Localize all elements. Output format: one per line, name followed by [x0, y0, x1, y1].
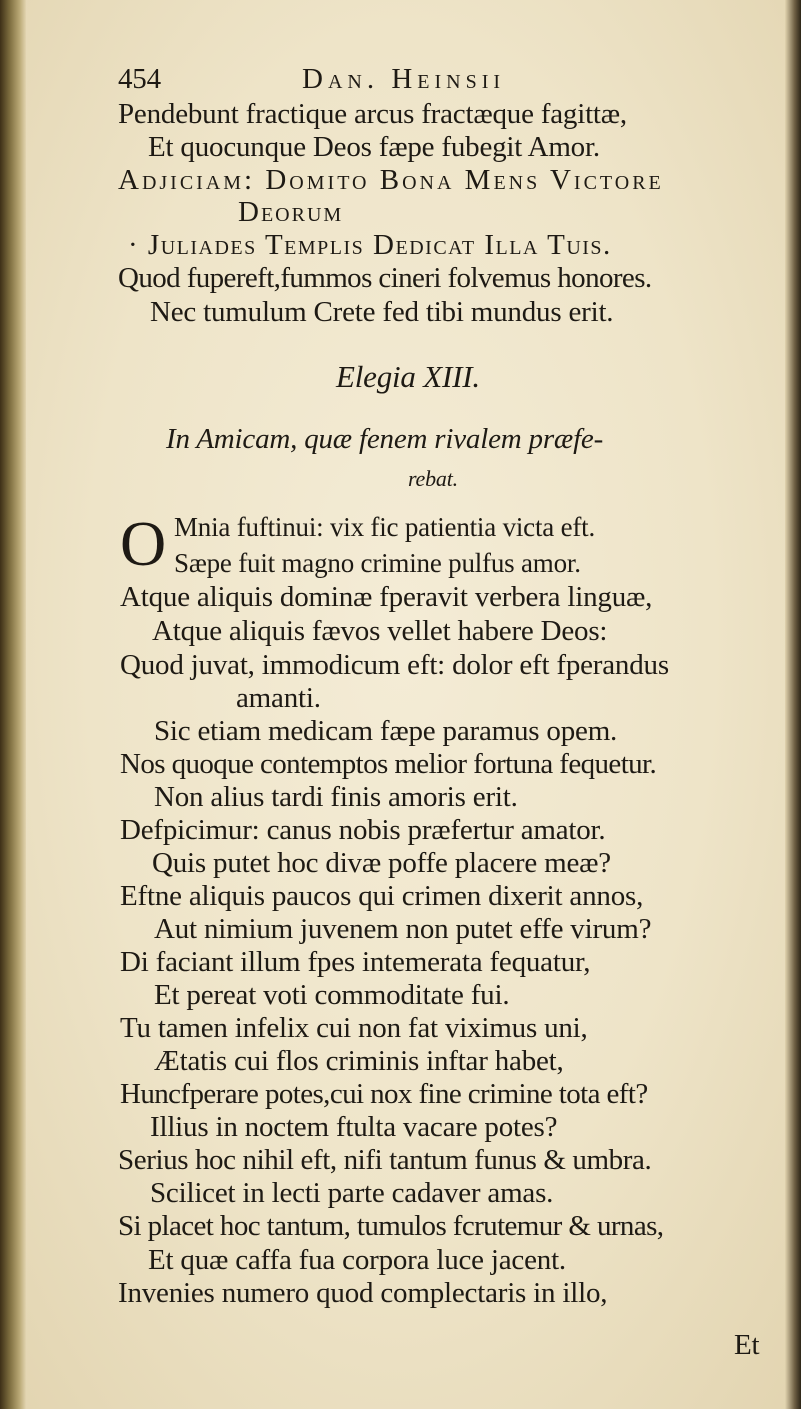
elegy-subtitle: In Amicam, quæ fenem rivalem præfe-	[166, 423, 604, 455]
poem-line: Invenies numero quod complectaris in illo,	[118, 1277, 608, 1309]
poem-line: Tu tamen infelix cui non fat viximus uni,	[120, 1012, 588, 1044]
poem-line: Quis putet hoc divæ poffe placere meæ?	[152, 847, 611, 879]
poem-line: Et pereat voti commoditate fui.	[154, 979, 510, 1011]
verse-line: Et quocunque Deos fæpe fubegit Amor.	[148, 131, 600, 163]
catchword: Et	[734, 1329, 760, 1361]
poem-line: Si placet hoc tantum, tumulos fcrutemur & urnas,	[118, 1210, 664, 1242]
poem-line: Nos quoque contemptos melior fortuna fequetur.	[120, 748, 657, 780]
poem-line: Atque aliquis dominæ fperavit verbera linguæ,	[120, 581, 653, 613]
poem-line: Sic etiam medicam fæpe paramus opem.	[154, 715, 618, 747]
verse-line: Pendebunt fractique arcus fractæque fagittæ,	[118, 98, 627, 130]
poem-line: Aut nimium juvenem non putet effe virum?	[154, 913, 652, 945]
poem-line: Serius hoc nihil eft, nifi tantum funus & umbra.	[118, 1144, 652, 1176]
poem-line: Scilicet in lecti parte cadaver amas.	[150, 1177, 554, 1209]
verse-line: Nec tumulum Crete fed tibi mundus erit.	[150, 296, 614, 328]
verse-line: Deorum	[238, 196, 344, 228]
poem-line: Mnia fuftinui: vix fic patientia victa eft.	[174, 512, 596, 542]
poem-line: Illius in noctem ftulta vacare potes?	[150, 1111, 558, 1143]
poem-line: Ætatis cui flos criminis inftar habet,	[154, 1045, 564, 1077]
poem-line: Eftne aliquis paucos qui crimen dixerit annos,	[120, 880, 644, 912]
running-title: Dan. Heinsii	[302, 63, 506, 95]
elegy-title: Elegia XIII.	[336, 359, 480, 394]
poem-line: Non alius tardi finis amoris erit.	[154, 781, 518, 813]
poem-line: Et quæ caffa fua corpora luce jacent.	[148, 1244, 566, 1276]
verse-line: Quod fupereft,fummos cineri folvemus honores.	[118, 262, 652, 294]
poem-line: Di faciant illum fpes intemerata fequatur,	[120, 946, 591, 978]
poem-line: amanti.	[236, 682, 321, 714]
poem-line: Huncfperare potes,cui nox fine crimine tota eft?	[120, 1078, 648, 1110]
drop-cap: O	[120, 508, 167, 579]
poem-line: Defpicimur: canus nobis præfertur amator.	[120, 814, 606, 846]
poem-line: Quod juvat, immodicum eft: dolor eft fperandus	[120, 649, 669, 681]
verse-line: Adjiciam: Domito Bona Mens Victore	[118, 164, 664, 196]
page-number: 454	[118, 63, 161, 95]
verse-line: · Juliades Templis Dedicat Illa Tuis.	[128, 229, 612, 261]
elegy-subtitle: rebat.	[408, 466, 458, 491]
poem-line: Atque aliquis fævos vellet habere Deos:	[152, 615, 608, 647]
poem-line: Sæpe fuit magno crimine pulfus amor.	[174, 548, 581, 578]
